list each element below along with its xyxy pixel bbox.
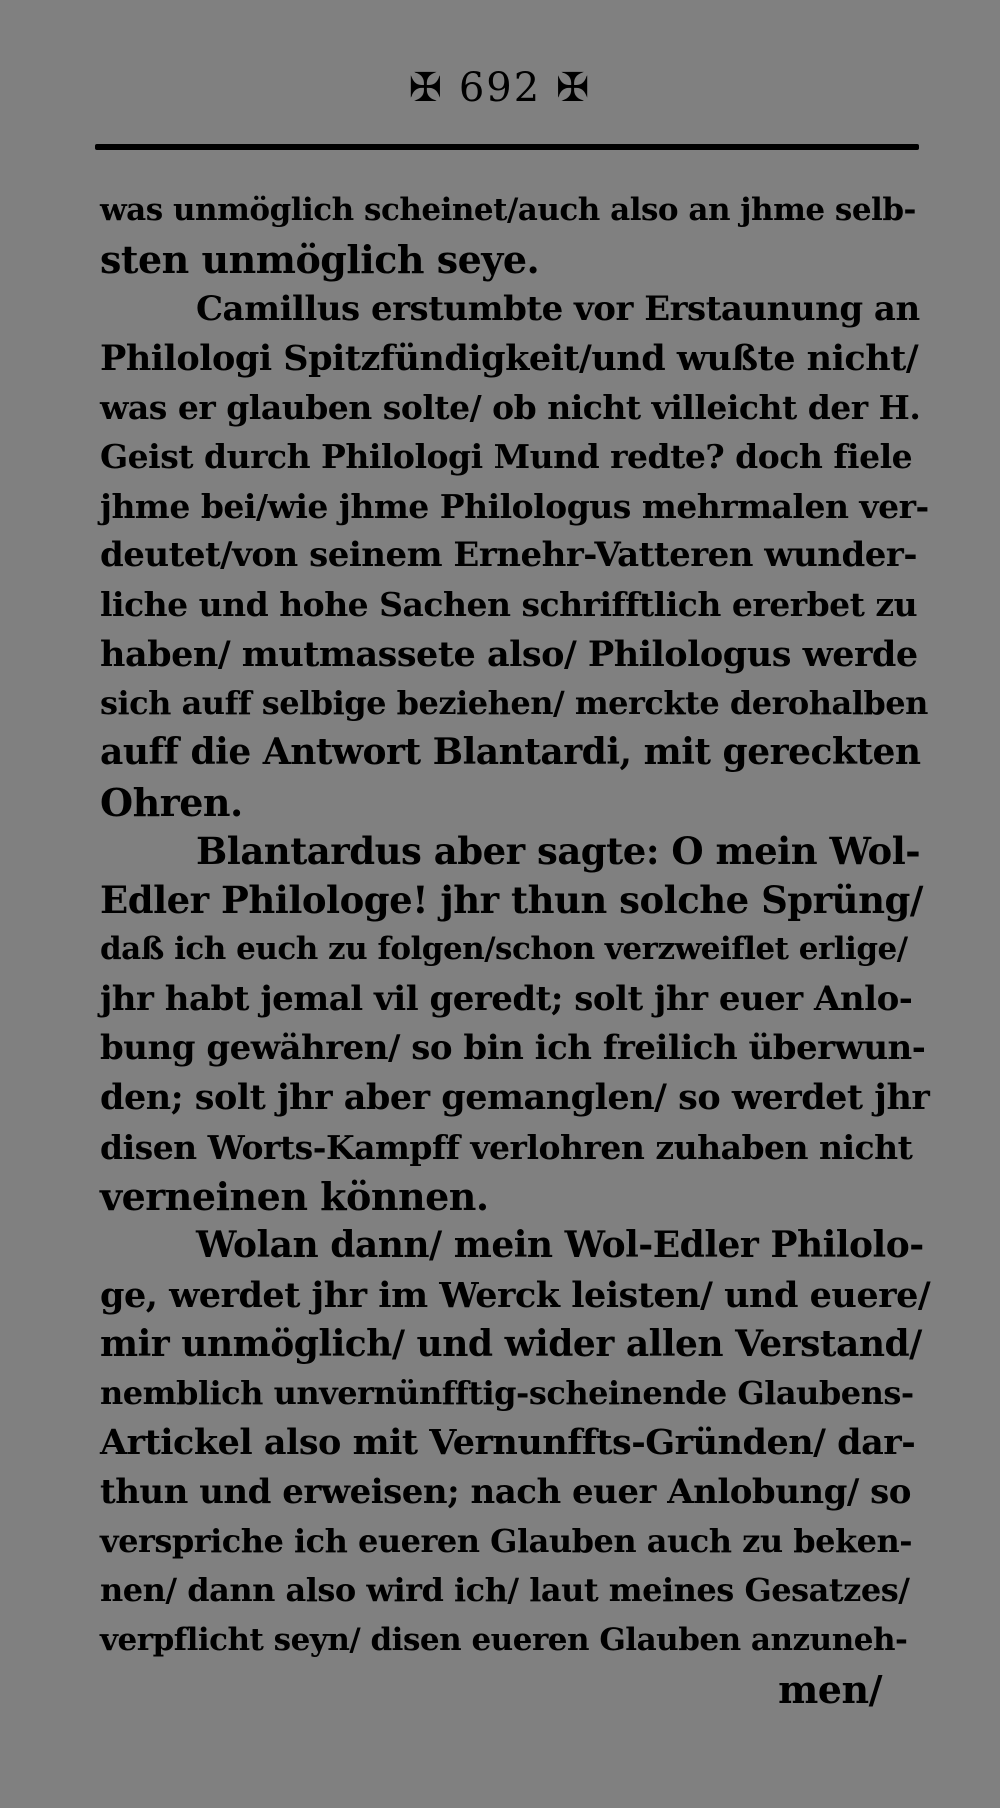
text-line: Camillus erstumbte vor Erstaunung an xyxy=(196,288,920,329)
text-line: den; solt jhr aber gemanglen/ so werdet jhr xyxy=(100,1077,930,1119)
text-line: was er glauben solte/ ob nicht villeicht der H. xyxy=(100,388,921,428)
text-line: Wolan dann/ mein Wol-Edler Philolo- xyxy=(196,1224,924,1267)
text-line: sich auff selbige beziehen/ merckte derohalben xyxy=(100,683,928,722)
text-line: bung gewähren/ so bin ich freilich überwun- xyxy=(100,1028,926,1069)
text-line: jhme bei/wie jhme Philologus mehrmalen ver- xyxy=(100,486,929,526)
text-line: Geist durch Philologi Mund redte? doch fiele xyxy=(100,437,913,477)
text-line: Edler Philologe! jhr thun solche Sprüng/ xyxy=(100,878,923,923)
text-line: auff die Antwort Blantardi, mit gereckten xyxy=(100,731,921,774)
text-line: was unmöglich scheinet/auch also an jhme selb- xyxy=(100,192,916,228)
text-line: daß ich euch zu folgen/schon verzweiflet erlige/ xyxy=(100,931,908,968)
text-line: liche und hohe Sachen schrifftlich ererbet zu xyxy=(100,585,918,625)
text-line: Blantardus aber sagte: O mein Wol- xyxy=(196,828,921,873)
text-line: verneinen können. xyxy=(100,1173,489,1219)
text-line: disen Worts-Kampff verlohren zuhaben nicht xyxy=(100,1127,913,1167)
header-rule xyxy=(95,144,919,150)
text-line: Artickel also mit Vernunffts-Gründen/ dar- xyxy=(100,1422,916,1464)
text-line: mir unmöglich/ und wider allen Verstand/ xyxy=(100,1322,922,1365)
body-text xyxy=(100,186,930,1714)
text-line: verpflicht seyn/ disen eueren Glauben anzuneh- xyxy=(100,1621,908,1658)
text-line: haben/ mutmassete also/ Philologus werde xyxy=(100,633,918,675)
text-line: jhr habt jemal vil geredt; solt jhr euer Anlo- xyxy=(100,978,913,1019)
text-line: deutet/von seinem Ernehr-Vatteren wunder- xyxy=(100,535,917,576)
catchword: men/ xyxy=(778,1666,882,1712)
text-line: sten unmöglich seye. xyxy=(100,237,540,283)
text-line: ge, werdet jhr im Werck leisten/ und euere/ xyxy=(100,1274,931,1316)
text-line: Philologi Spitzfündigkeit/und wußte nicht/ xyxy=(100,337,919,379)
text-line: verspriche ich eueren Glauben auch zu beken- xyxy=(100,1522,913,1561)
text-line: nemblich unvernünfftig-scheinende Glaubens- xyxy=(100,1374,914,1413)
text-line: thun und erweisen; nach euer Anlobung/ so xyxy=(100,1471,911,1512)
page-number-header: ✠ 692 ✠ xyxy=(408,65,592,111)
text-line: nen/ dann also wird ich/ laut meines Gesatzes/ xyxy=(100,1571,910,1610)
text-line: Ohren. xyxy=(100,779,243,825)
